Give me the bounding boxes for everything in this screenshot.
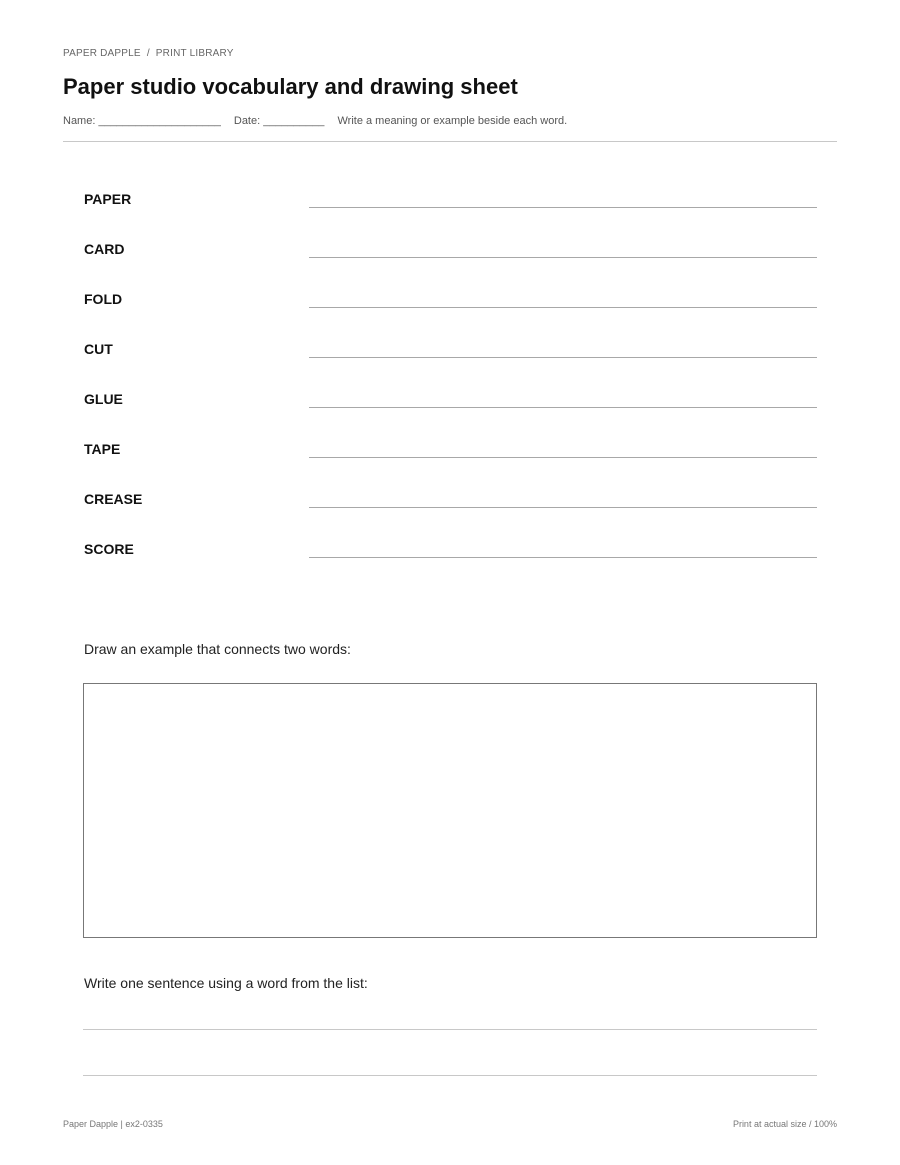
vocab-word: GLUE — [84, 391, 123, 407]
worksheet-meta-row — [63, 115, 567, 127]
breadcrumb-brand: PAPER DAPPLE — [63, 48, 141, 59]
vocab-answer-line[interactable] — [309, 357, 817, 358]
vocab-row — [84, 441, 817, 491]
vocab-word: CREASE — [84, 491, 143, 507]
vocab-row — [84, 491, 817, 541]
footer-id: Paper Dapple | ex2-0335 — [63, 1119, 163, 1129]
name-field[interactable]: Name: ____________________ — [63, 115, 221, 127]
vocab-row — [84, 341, 817, 391]
sentence-line[interactable] — [83, 1075, 817, 1076]
vocab-row — [84, 241, 817, 291]
date-field[interactable]: Date: __________ — [233, 115, 325, 127]
vocab-word: TAPE — [84, 441, 121, 457]
vocab-answer-line[interactable] — [309, 257, 817, 258]
vocab-answer-line[interactable] — [309, 457, 817, 458]
breadcrumb — [63, 48, 234, 59]
vocab-word: FOLD — [84, 291, 123, 307]
vocab-answer-line[interactable] — [309, 307, 817, 308]
vocab-answer-line[interactable] — [309, 407, 817, 408]
drawing-prompt: Draw an example that connects two words: — [84, 641, 351, 657]
breadcrumb-separator: / — [146, 48, 150, 59]
sentence-prompt: Write one sentence using a word from the list: — [84, 975, 368, 991]
vocab-word: CUT — [84, 341, 113, 357]
header-divider — [63, 141, 837, 142]
drawing-box[interactable] — [83, 683, 817, 938]
vocab-row — [84, 291, 817, 341]
vocab-answer-line[interactable] — [309, 507, 817, 508]
vocab-word: SCORE — [84, 541, 134, 557]
footer-print-note: Print at actual size / 100% — [732, 1119, 837, 1129]
sentence-line[interactable] — [83, 1029, 817, 1030]
page-title: Paper studio vocabulary and drawing sheet — [63, 74, 518, 99]
vocab-row — [84, 191, 817, 241]
vocab-row — [84, 541, 817, 591]
vocab-answer-line[interactable] — [309, 207, 817, 208]
breadcrumb-section: PRINT LIBRARY — [155, 48, 234, 59]
vocab-word: PAPER — [84, 191, 132, 207]
vocab-answer-line[interactable] — [309, 557, 817, 558]
instruction-text: Write a meaning or example beside each word. — [337, 115, 568, 127]
vocab-row — [84, 391, 817, 441]
vocab-word: CARD — [84, 241, 125, 257]
